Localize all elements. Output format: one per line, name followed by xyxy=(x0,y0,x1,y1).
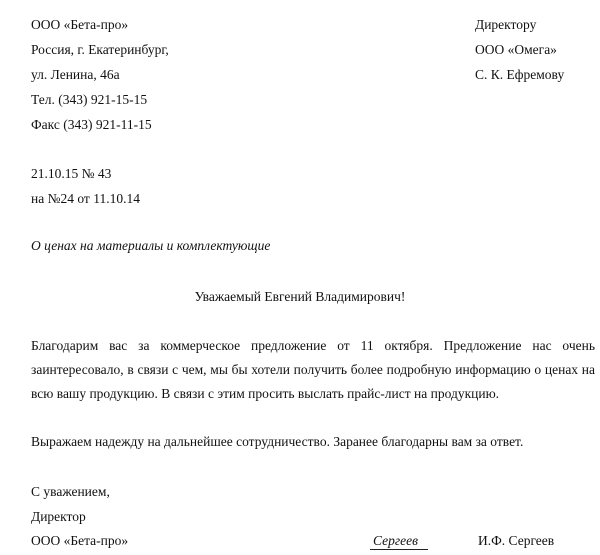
body-paragraph-1: Благодарим вас за коммерческое предложение от 11 октября. Предложение нас очень заинтересовало, в связи с чем, мы бы хотели получить более подробную информацию о ценах на всю вашу продукцию. В связи с этим просить выслать прайс-лист на продукцию. xyxy=(31,338,595,401)
sender-fax: Факс (343) 921-11-15 xyxy=(31,117,152,132)
recipient-name: С. К. Ефремову xyxy=(475,67,565,82)
signer-name: И.Ф. Сергеев xyxy=(478,533,555,548)
recipient-company: ООО «Омега» xyxy=(475,42,557,57)
sender-address-city: Россия, г. Екатеринбург, xyxy=(31,42,169,57)
letter-subject: О ценах на материалы и комплектующие xyxy=(31,238,271,253)
letter-greeting: Уважаемый Евгений Владимирович! xyxy=(194,289,406,304)
body-paragraph-2: Выражаем надежду на дальнейшее сотрудничество. Заранее благодарны вам за ответ. xyxy=(31,434,524,449)
signature: Сергеев xyxy=(370,533,428,550)
sender-address-street: ул. Ленина, 46а xyxy=(31,67,120,82)
closing-company: ООО «Бета-про» xyxy=(31,533,129,548)
recipient-position: Директору xyxy=(475,17,537,32)
incoming-reference: на №24 от 11.10.14 xyxy=(31,191,140,206)
closing-position: Директор xyxy=(31,509,86,524)
outgoing-reference: 21.10.15 № 43 xyxy=(31,166,112,181)
sender-company: ООО «Бета-про» xyxy=(31,17,129,32)
sender-phone: Тел. (343) 921-15-15 xyxy=(31,92,148,107)
closing-regards: С уважением, xyxy=(31,484,110,499)
